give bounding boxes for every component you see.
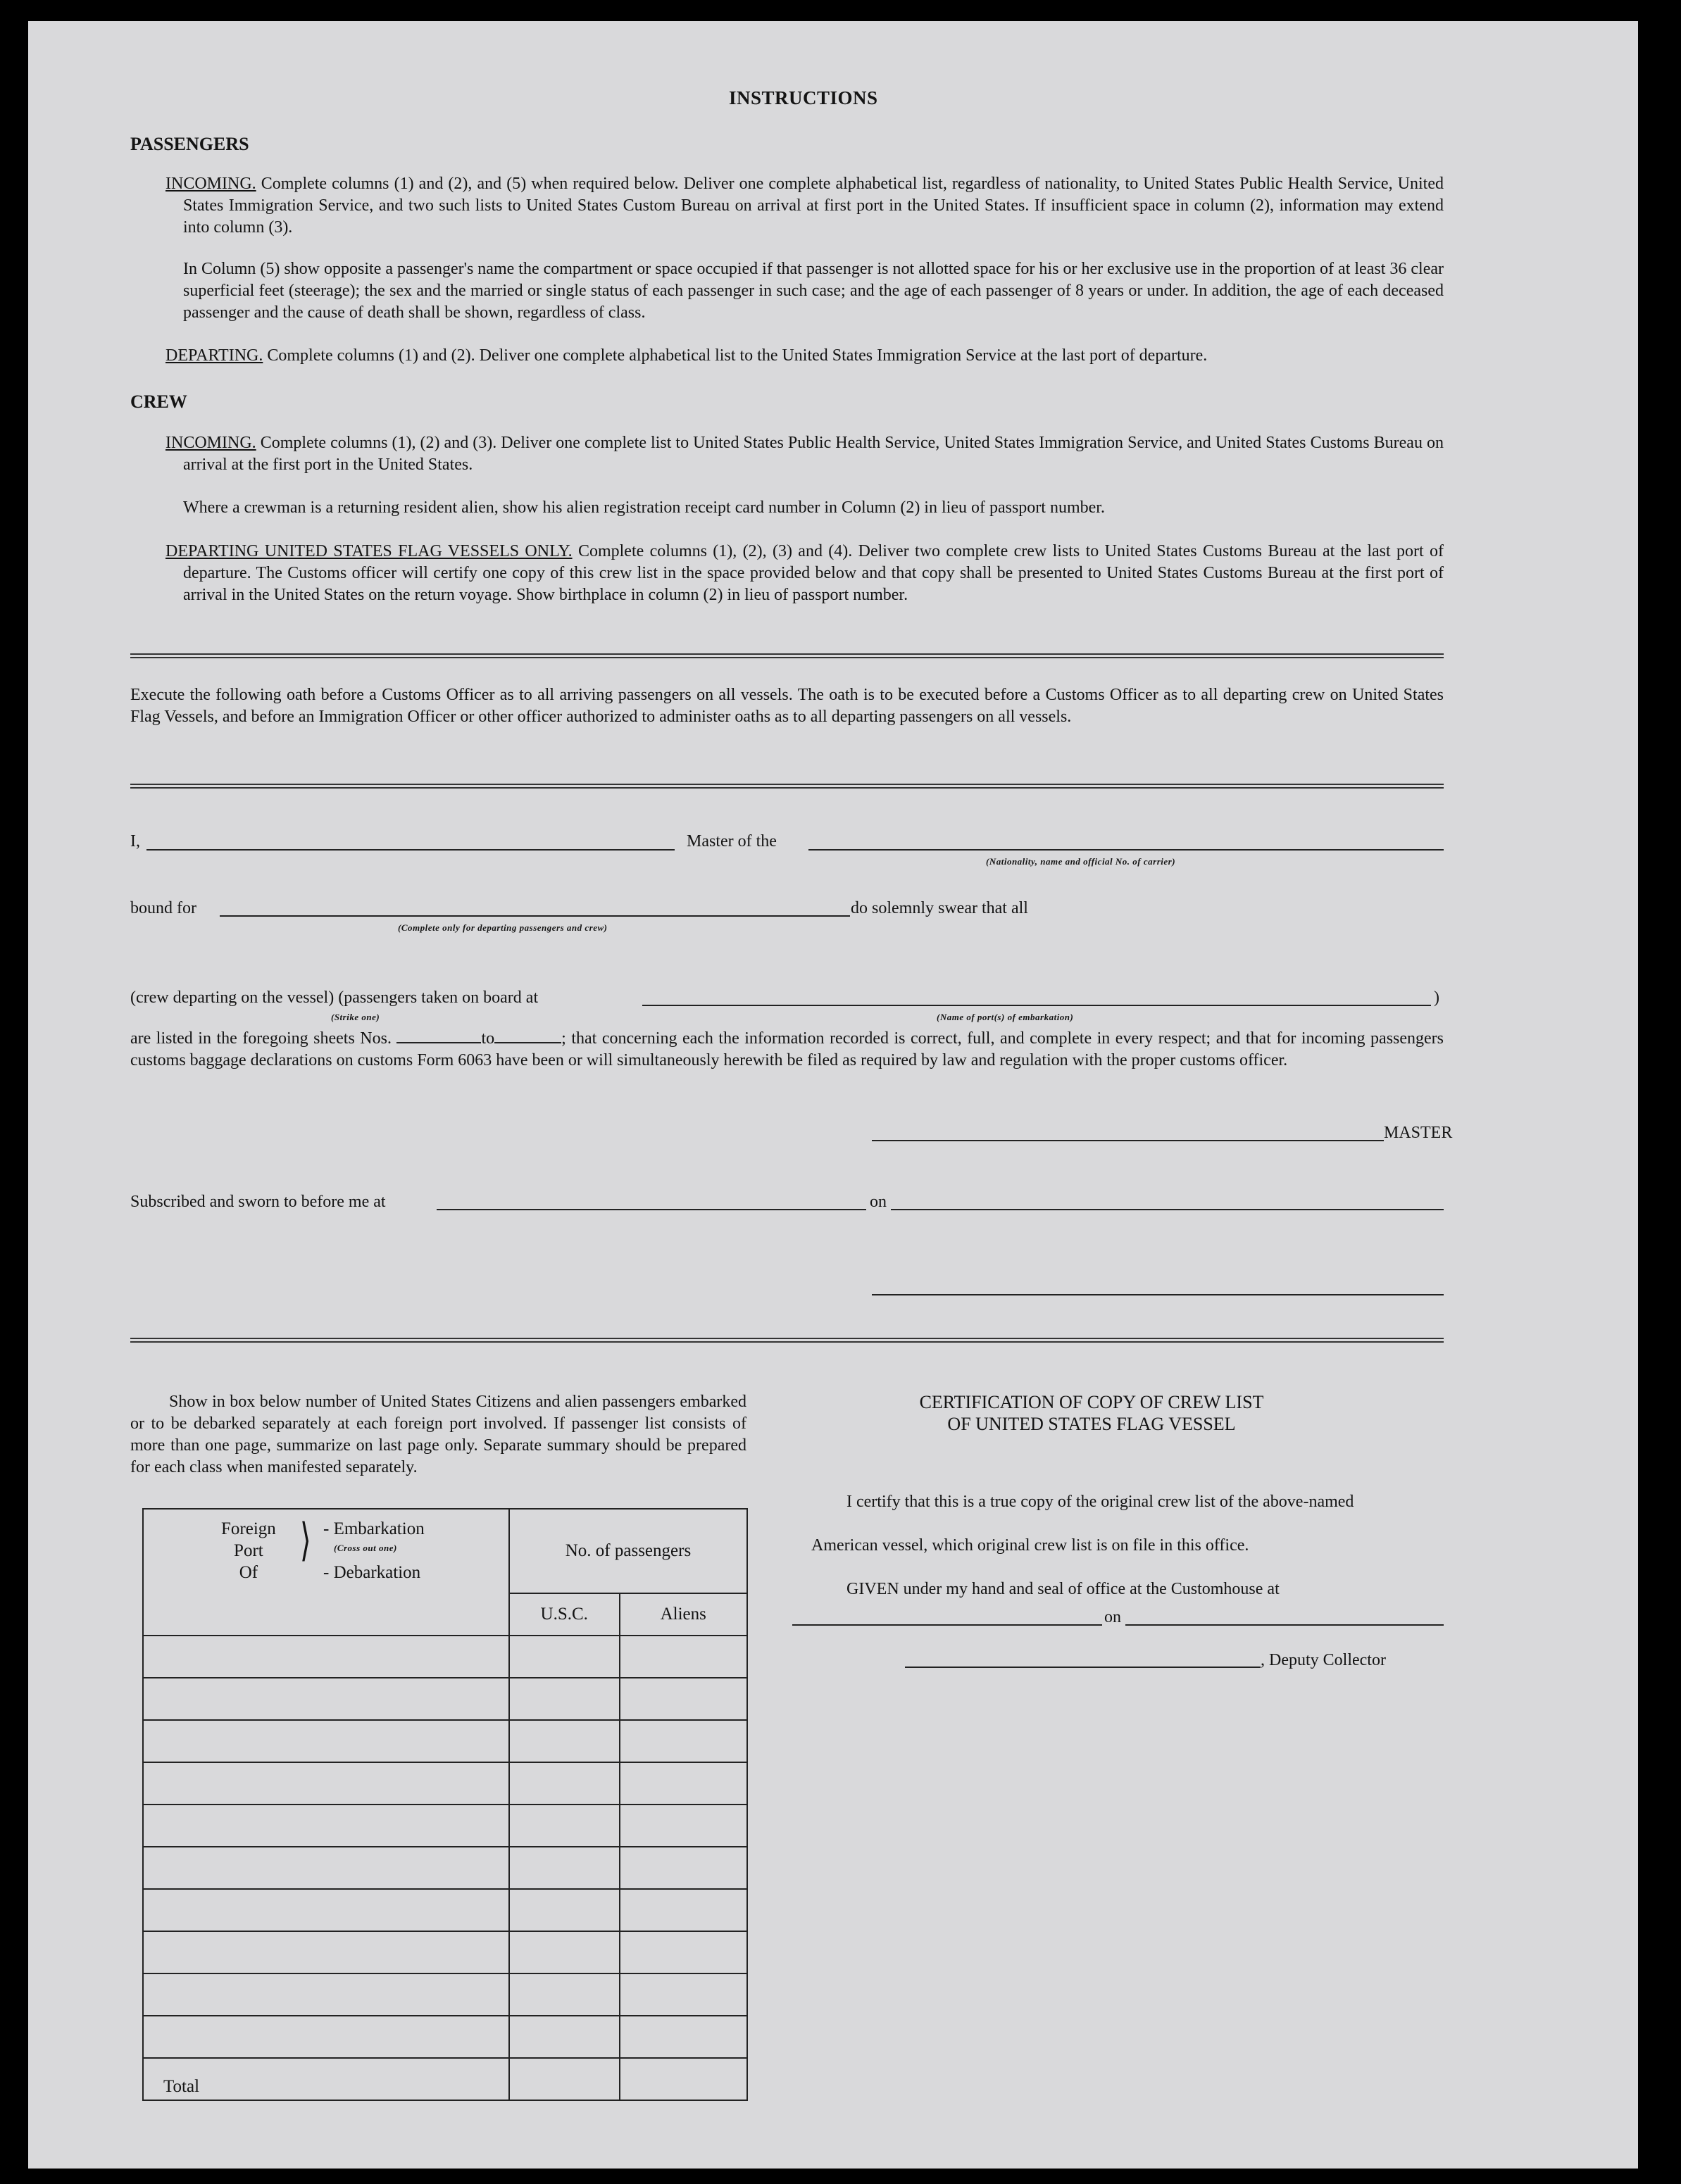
usc-cell[interactable] <box>509 1931 620 1973</box>
deputy-signature-field[interactable] <box>905 1667 1261 1668</box>
crew-passengers-text: (crew departing on the vessel) (passengers taken on board at <box>130 989 539 1007</box>
crew-incoming-text: Complete columns (1), (2) and (3). Deliver one complete list to United States Public Health Service, United States Immigration Service, and United States Customs Bureau on arrival at the first port in the United States. <box>183 434 1444 474</box>
listed-text-a: are listed in the foregoing sheets Nos. <box>130 1029 392 1048</box>
sheet-to-field[interactable] <box>494 1029 561 1043</box>
port-cell[interactable] <box>143 1678 509 1720</box>
port-cell[interactable] <box>143 1889 509 1931</box>
aliens-cell[interactable] <box>620 1762 747 1805</box>
aliens-cell[interactable] <box>620 1847 747 1889</box>
passenger-summary-table <box>142 1508 748 2101</box>
certification-date-field[interactable] <box>1125 1624 1444 1626</box>
customhouse-field[interactable] <box>792 1624 1102 1626</box>
form-page <box>28 21 1638 2169</box>
deputy-collector-label: , Deputy Collector <box>1261 1651 1386 1669</box>
crew-heading: CREW <box>130 391 187 412</box>
aliens-cell[interactable] <box>620 1636 747 1678</box>
certification-title-line-2: OF UNITED STATES FLAG VESSEL <box>947 1414 1236 1434</box>
port-header-labels <box>221 1518 276 1583</box>
aliens-cell[interactable] <box>620 1973 747 2016</box>
aliens-cell[interactable] <box>620 1805 747 1847</box>
carrier-field[interactable] <box>808 849 1444 851</box>
total-row <box>143 2058 747 2100</box>
usc-cell[interactable] <box>509 1805 620 1847</box>
close-paren: ) <box>1434 989 1439 1007</box>
embarkation-ports-field[interactable] <box>642 1005 1431 1006</box>
port-label: Port <box>234 1541 263 1560</box>
usc-cell[interactable] <box>509 1889 620 1931</box>
crew-departing-text: Complete columns (1), (2), (3) and (4). Deliver two complete crew lists to United States Customs Bureau at the last port of departure. The Customs officer will certify one copy of this crew list in the space provided below and that copy shall be presented to United States Customs Bureau at the first port of arrival in the United States on the return voyage. Show birthplace in column (2) in lieu of passport number. <box>183 542 1444 604</box>
foreign-label: Foreign <box>221 1519 276 1538</box>
debarkation-label: - Debarkation <box>323 1563 421 1582</box>
sworn-on-label: on <box>870 1193 887 1211</box>
master-of-the-label: Master of the <box>687 832 777 851</box>
of-label: Of <box>239 1563 258 1582</box>
passengers-departing <box>165 345 1444 367</box>
embarkation-label: - Embarkation <box>323 1519 425 1538</box>
aliens-cell[interactable] <box>620 2016 747 2058</box>
master-signature-field[interactable] <box>872 1140 1384 1141</box>
passengers-incoming-text: Complete columns (1) and (2), and (5) when required below. Deliver one complete alphabetical list, regardless of nationality, to United States Public Health Service, United States Immigration Service, and two such lists to United States Custom Bureau on arrival at first port in the United States. If insufficient space in column (2), information may extend into column (3). <box>183 175 1444 237</box>
port-cell[interactable] <box>143 1931 509 1973</box>
swear-text: do solemnly swear that all <box>851 899 1028 917</box>
table-row <box>143 1847 747 1889</box>
no-passengers-header: No. of passengers <box>509 1509 747 1593</box>
summary-instruction: Show in box below number of United States Citizens and alien passengers embarked or to be debarked separately at each foreign port involved. If passenger list consists of more than one page, summarize on last page only. Separate summary should be prepared for each class when manifested separately. <box>130 1393 746 1476</box>
usc-cell[interactable] <box>509 2016 620 2058</box>
passengers-heading: PASSENGERS <box>130 134 249 154</box>
port-cell[interactable] <box>143 1762 509 1805</box>
bound-for-field[interactable] <box>220 915 850 917</box>
passengers-incoming-label: INCOMING. <box>165 175 256 193</box>
aliens-cell[interactable] <box>620 1720 747 1762</box>
divider-3 <box>130 1338 1444 1343</box>
table-row <box>143 1805 747 1847</box>
usc-cell[interactable] <box>509 1720 620 1762</box>
certification-line-3: GIVEN under my hand and seal of office at the Customhouse at <box>846 1580 1280 1598</box>
table-row <box>143 1636 747 1678</box>
crew-departing <box>165 541 1444 606</box>
strike-note: (Strike one) <box>331 1012 380 1022</box>
listed-text-b: ; that concerning each the information recorded is correct, full, and complete in every respect; and that for incoming passengers customs baggage declarations on customs Form 6063 have been or will simultaneously herewith be filed as required by law and regulation with the proper customs officer. <box>130 1029 1444 1069</box>
usc-cell[interactable] <box>509 1973 620 2016</box>
table-row <box>143 2016 747 2058</box>
cross-out-note: (Cross out one) <box>334 1543 397 1553</box>
sheet-from-field[interactable] <box>396 1029 481 1043</box>
certification-line-1: I certify that this is a true copy of the original crew list of the above-named <box>846 1493 1354 1511</box>
certification-title-line-1: CERTIFICATION OF COPY OF CREW LIST <box>919 1392 1264 1412</box>
usc-total-cell[interactable] <box>509 2058 620 2100</box>
master-signature-label: MASTER <box>1384 1124 1453 1142</box>
table-row <box>143 1973 747 2016</box>
total-label: Total <box>143 2058 509 2100</box>
port-header-cell <box>143 1509 509 1636</box>
crew-departing-label: DEPARTING UNITED STATES FLAG VESSELS ONLY. <box>165 542 573 560</box>
divider-2 <box>130 784 1444 789</box>
certification-on-label: on <box>1104 1608 1121 1626</box>
aliens-cell[interactable] <box>620 1889 747 1931</box>
usc-cell[interactable] <box>509 1636 620 1678</box>
port-cell[interactable] <box>143 1847 509 1889</box>
crew-incoming-label: INCOMING. <box>165 434 256 452</box>
sworn-date-field[interactable] <box>891 1209 1444 1210</box>
port-cell[interactable] <box>143 1636 509 1678</box>
master-name-field[interactable] <box>146 849 675 851</box>
table-row <box>143 1720 747 1762</box>
certification-title <box>824 1391 1359 1435</box>
table-row <box>143 1931 747 1973</box>
usc-cell[interactable] <box>509 1847 620 1889</box>
usc-cell[interactable] <box>509 1678 620 1720</box>
aliens-cell[interactable] <box>620 1931 747 1973</box>
bound-note: (Complete only for departing passengers and crew) <box>398 922 608 933</box>
subscribed-label: Subscribed and sworn to before me at <box>130 1193 386 1211</box>
table-row <box>143 1762 747 1805</box>
crew-alien-note: Where a crewman is a returning resident alien, show his alien registration receipt card number in Column (2) in lieu of passport number. <box>183 498 1105 517</box>
table-row <box>143 1678 747 1720</box>
officer-signature-field[interactable] <box>872 1294 1444 1295</box>
divider-1 <box>130 653 1444 658</box>
usc-cell[interactable] <box>509 1762 620 1805</box>
instructions-title: INSTRUCTIONS <box>729 87 878 108</box>
listed-to: to <box>481 1029 495 1048</box>
oath-instruction: Execute the following oath before a Customs Officer as to all arriving passengers on all vessels. The oath is to be executed before a Customs Officer as to all departing crew on United States Flag Vessels, and before an Immigration Officer or other officer authorized to administer oaths as to all departing passengers on all vessels. <box>130 686 1444 726</box>
passengers-departing-label: DEPARTING. <box>165 346 263 365</box>
port-cell[interactable] <box>143 1805 509 1847</box>
carrier-note: (Nationality, name and official No. of carrier) <box>986 856 1176 867</box>
listed-paragraph <box>130 1028 1444 1072</box>
usc-header: U.S.C. <box>509 1593 620 1636</box>
table-row <box>143 1889 747 1931</box>
certification-line-2: American vessel, which original crew list is on file in this office. <box>811 1536 1249 1555</box>
crew-incoming <box>165 432 1444 476</box>
sworn-place-field[interactable] <box>437 1209 866 1210</box>
port-cell[interactable] <box>143 1720 509 1762</box>
ports-note: (Name of port(s) of embarkation) <box>937 1012 1074 1022</box>
aliens-header: Aliens <box>620 1593 747 1636</box>
passengers-departing-text: Complete columns (1) and (2). Deliver one complete alphabetical list to the United States Immigration Service at the last port of departure. <box>267 346 1208 365</box>
brace-icon: ⟩ <box>300 1514 311 1566</box>
bound-for-label: bound for <box>130 899 196 917</box>
passengers-incoming <box>165 173 1444 239</box>
port-cell[interactable] <box>143 1973 509 2016</box>
oath-i-label: I, <box>130 832 140 851</box>
aliens-cell[interactable] <box>620 1678 747 1720</box>
port-cell[interactable] <box>143 2016 509 2058</box>
aliens-total-cell[interactable] <box>620 2058 747 2100</box>
passengers-column5: In Column (5) show opposite a passenger's name the compartment or space occupied if that passenger is not allotted space for his or her exclusive use in the proportion of at least 36 clear superficial feet (steerage); the sex and the married or single status of each passenger in such case; and the age of each passenger of 8 years or under. In addition, the age of each deceased passenger and the cause of death shall be shown, regardless of class. <box>183 260 1444 322</box>
